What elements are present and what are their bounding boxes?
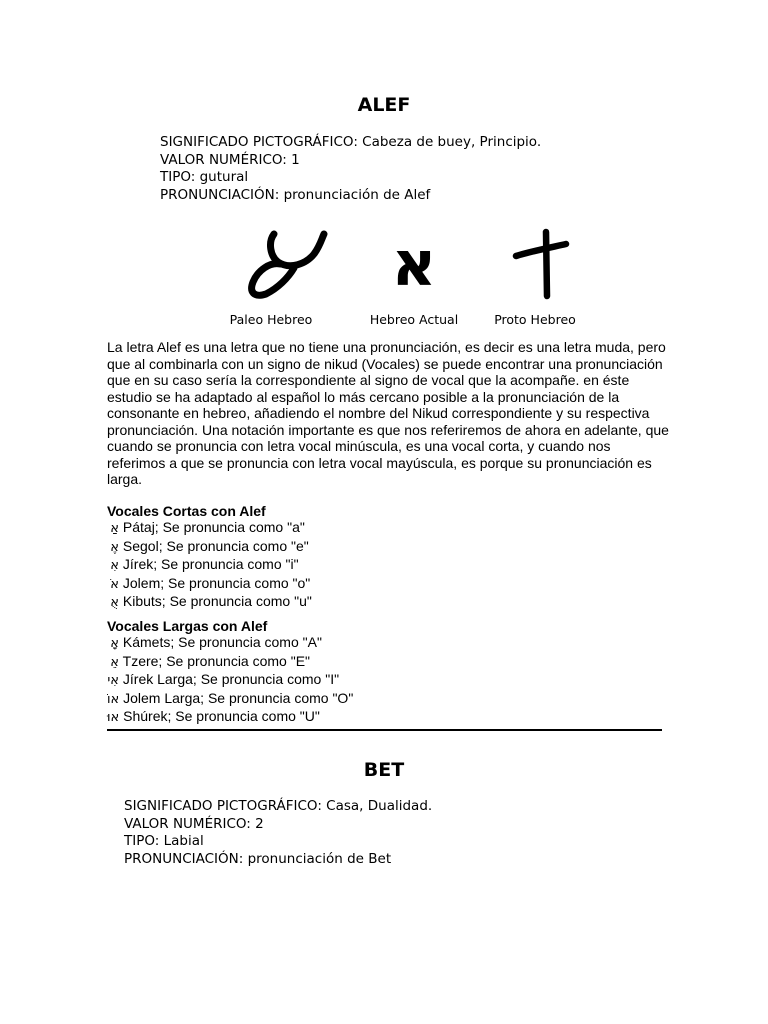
vowel-text: Pátaj; Se pronuncia como "a" [122, 519, 305, 535]
list-item [107, 653, 353, 672]
bet-title: BET [363, 759, 405, 781]
long-vowels-title: Vocales Largas con Alef [107, 618, 268, 634]
alef-meta-significado: SIGNIFICADO PICTOGRÁFICO: Cabeza de buey, Principio. [160, 134, 542, 150]
caption-paleo-hebreo: Paleo Hebreo [229, 312, 313, 327]
bet-meta-valor: VALOR NUMÉRICO: 2 [124, 815, 264, 832]
vowel-text: Kibuts; Se pronuncia como "u" [122, 593, 312, 609]
list-item [107, 671, 353, 690]
list-item [107, 690, 353, 709]
hebrew-vowel-glyph: אֻ [110, 595, 119, 610]
list-item [107, 538, 312, 557]
hebrew-vowel-glyph: אֹ [110, 576, 119, 592]
bet-meta [124, 798, 432, 868]
bet-meta-significado: SIGNIFICADO PICTOGRÁFICO: Casa, Dualidad. [124, 798, 433, 814]
long-vowels-list [107, 634, 353, 727]
alef-meta-valor: VALOR NUMÉRICO: 1 [160, 151, 300, 168]
caption-hebreo-actual: Hebreo Actual [369, 312, 459, 327]
vowel-text: Jírek; Se pronuncia como "i" [122, 556, 299, 572]
bet-meta-tipo: TIPO: Labial [124, 833, 204, 849]
hebreo-actual-alef-glyph: א [391, 227, 437, 300]
vowel-text: Jolem Larga; Se pronuncia como "O" [123, 689, 354, 706]
section-divider [107, 729, 662, 731]
hebrew-vowel-glyph: אֶ [110, 539, 119, 555]
hebrew-vowel-glyph: אֵ [110, 654, 119, 670]
list-item [107, 593, 312, 612]
bet-meta-pronunciacion: PRONUNCIACIÓN: pronunciación de Bet [124, 850, 392, 867]
alef-paragraph: La letra Alef es una letra que no tiene una pronunciación, es decir es una letra muda, pero que al combinarla con un signo de nikud (Vocales) se puede encontrar una pronunciación que en su caso sería la correspondiente al signo de vocal que la acompañe. en éste estudio se ha adaptado al español lo más cercano posible a la pronunciación de la consonante en hebreo, añadiendo el nombre del Nikud correspondiente y su respectiva pronunciación. Una notación importante es que nos referiremos de ahora en adelante, que cuando se pronuncia con letra vocal minúscula, es una vocal corta, y cuando nos referimos a que se pronuncia con letra vocal mayúscula, es porque su pronunciación es larga. [107, 339, 669, 487]
list-item [107, 575, 312, 594]
vowel-text: Jírek Larga; Se pronuncia como "I" [122, 671, 340, 687]
vowel-text: Kámets; Se pronuncia como "A" [122, 634, 322, 650]
hebrew-vowel-glyph: אוּ [107, 710, 120, 725]
paleo-hebrew-ox-head-icon [244, 226, 330, 302]
list-item [107, 708, 353, 727]
hebrew-vowel-glyph: אַ [110, 521, 119, 536]
vowel-text: Shúrek; Se pronuncia como "U" [123, 708, 320, 724]
caption-proto-hebreo: Proto Hebreo [494, 312, 576, 327]
vowel-text: Tzere; Se pronuncia como "E" [122, 652, 310, 669]
alef-meta-tipo: TIPO: gutural [160, 169, 249, 185]
short-vowels-list [107, 519, 312, 612]
alef-title: ALEF [357, 94, 411, 116]
list-item [107, 519, 312, 538]
proto-hebrew-cross-icon [508, 228, 572, 300]
list-item [107, 556, 312, 575]
hebrew-vowel-glyph: אוֹ [107, 691, 120, 707]
hebrew-vowel-glyph: אָ [110, 636, 119, 651]
alef-meta [160, 134, 541, 204]
hebrew-vowel-glyph: אִי [107, 673, 119, 688]
alef-meta-pronunciacion: PRONUNCIACIÓN: pronunciación de Alef [160, 186, 431, 203]
short-vowels-title: Vocales Cortas con Alef [107, 503, 266, 519]
hebrew-vowel-glyph: אִ [110, 558, 119, 573]
list-item [107, 634, 353, 653]
vowel-text: Jolem; Se pronuncia como "o" [122, 574, 311, 591]
vowel-text: Segol; Se pronuncia como "e" [122, 537, 309, 554]
